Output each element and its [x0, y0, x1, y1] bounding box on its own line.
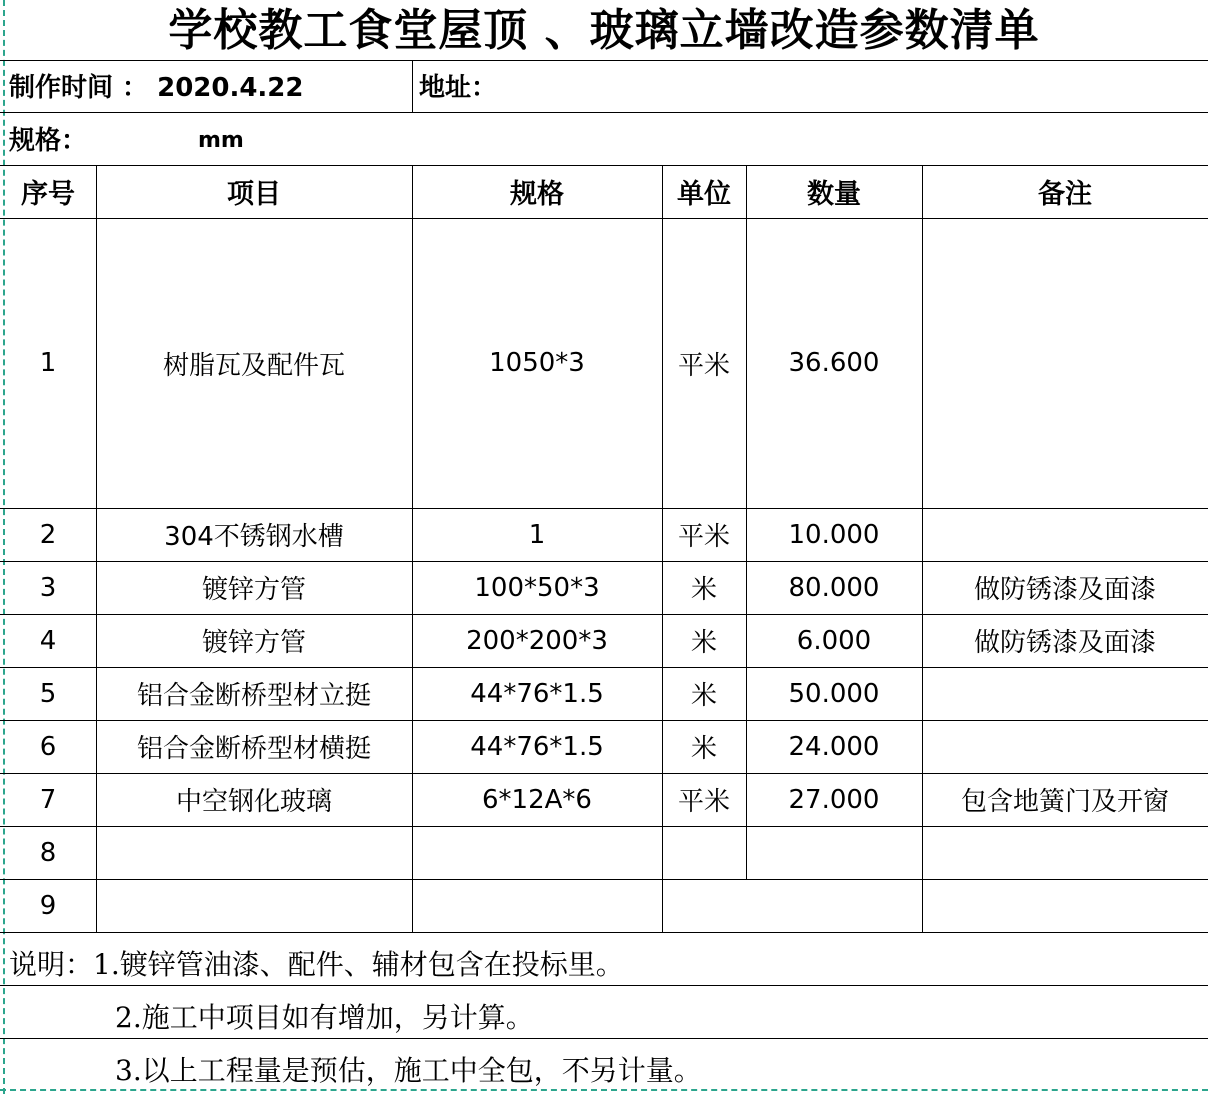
cell-unit[interactable]: 米	[690, 575, 717, 605]
note-line-3: 3.以上工程量是预估，施工中全包，不另计量。	[115, 1054, 702, 1087]
grid-line	[0, 112, 1208, 113]
cell-index[interactable]: 3	[39, 572, 57, 603]
cell-unit[interactable]: 米	[690, 628, 717, 658]
cell-remark[interactable]	[922, 508, 1208, 561]
spec-label: 规格：	[9, 126, 88, 156]
note-line-2: 2.施工中项目如有增加，另计算。	[115, 1001, 534, 1034]
cell-spec[interactable]: 200*200*3	[466, 625, 608, 656]
header-quantity: 数量	[807, 179, 861, 210]
spec-unit: mm	[198, 128, 244, 153]
grid-line	[0, 1038, 1208, 1039]
cell-item[interactable]	[96, 826, 412, 879]
cell-remark[interactable]	[922, 879, 1208, 932]
cell-unit[interactable]	[662, 826, 746, 879]
cell-remark[interactable]: 做防锈漆及面漆	[973, 628, 1156, 658]
cell-spec[interactable]	[412, 826, 662, 879]
cell-spec[interactable]: 6*12A*6	[482, 784, 592, 815]
cell-quantity[interactable]: 50.000	[788, 678, 880, 709]
cell-remark[interactable]	[922, 218, 1208, 508]
cell-quantity[interactable]: 6.000	[796, 625, 872, 656]
cell-index[interactable]: 4	[39, 625, 57, 656]
header-spec: 规格	[510, 179, 564, 210]
sheet-title: 学校教工食堂屋顶 、玻璃立墙改造参数清单	[168, 5, 1040, 56]
cell-spec[interactable]: 44*76*1.5	[470, 678, 604, 709]
cell-unit[interactable]: 米	[690, 681, 717, 711]
cell-index[interactable]: 2	[39, 519, 57, 550]
cell-quantity[interactable]: 10.000	[788, 519, 880, 550]
cell-index[interactable]: 6	[39, 731, 57, 762]
header-index: 序号	[21, 179, 75, 210]
cell-remark[interactable]	[922, 720, 1208, 773]
grid-line	[0, 60, 1208, 61]
cell-item[interactable]	[96, 879, 412, 932]
note-line-1: 说明：1.镀锌管油漆、配件、辅材包含在投标里。	[9, 948, 624, 981]
cell-quantity[interactable]: 36.600	[788, 348, 880, 378]
date-label: 制作时间 ： 2020.4.22	[9, 73, 304, 103]
cell-index[interactable]: 5	[39, 678, 57, 709]
cell-unit[interactable]	[662, 879, 922, 932]
cell-spec[interactable]	[412, 879, 662, 932]
header-item: 项目	[227, 179, 281, 210]
cell-index[interactable]: 8	[39, 837, 57, 868]
grid-line	[412, 60, 413, 112]
cell-spec[interactable]: 1	[528, 519, 546, 550]
address-label: 地址：	[419, 73, 498, 103]
cell-item[interactable]: 镀锌方管	[201, 628, 306, 658]
cell-spec[interactable]: 100*50*3	[474, 572, 600, 603]
grid-line	[0, 985, 1208, 986]
cell-item[interactable]: 镀锌方管	[201, 575, 306, 605]
cell-remark[interactable]: 包含地簧门及开窗	[960, 787, 1169, 817]
cell-index[interactable]: 9	[39, 890, 57, 921]
cell-unit[interactable]: 平米	[677, 787, 730, 817]
header-unit: 单位	[677, 179, 731, 210]
grid-line	[0, 932, 1208, 933]
cell-item[interactable]: 铝合金断桥型材立挺	[136, 681, 371, 711]
cell-remark[interactable]	[922, 826, 1208, 879]
cell-remark[interactable]: 做防锈漆及面漆	[973, 575, 1156, 605]
header-remark: 备注	[1038, 179, 1092, 210]
cell-item[interactable]: 中空钢化玻璃	[175, 787, 332, 817]
cell-unit[interactable]: 平米	[677, 522, 730, 552]
cell-quantity[interactable]: 80.000	[788, 572, 880, 603]
cell-spec[interactable]: 1050*3	[489, 348, 585, 378]
cell-remark[interactable]	[922, 667, 1208, 720]
cell-item[interactable]: 树脂瓦及配件瓦	[162, 350, 345, 381]
cell-index[interactable]: 7	[39, 784, 57, 815]
cell-index[interactable]: 1	[39, 348, 57, 378]
cell-quantity[interactable]: 27.000	[788, 784, 880, 815]
cell-unit[interactable]: 平米	[677, 350, 730, 381]
cell-unit[interactable]: 米	[690, 734, 717, 764]
cell-quantity[interactable]	[746, 826, 922, 879]
cell-item[interactable]: 铝合金断桥型材横挺	[136, 734, 371, 764]
cell-spec[interactable]: 44*76*1.5	[470, 731, 604, 762]
cell-item[interactable]: 304不锈钢水槽	[164, 522, 344, 552]
cell-quantity[interactable]: 24.000	[788, 731, 880, 762]
